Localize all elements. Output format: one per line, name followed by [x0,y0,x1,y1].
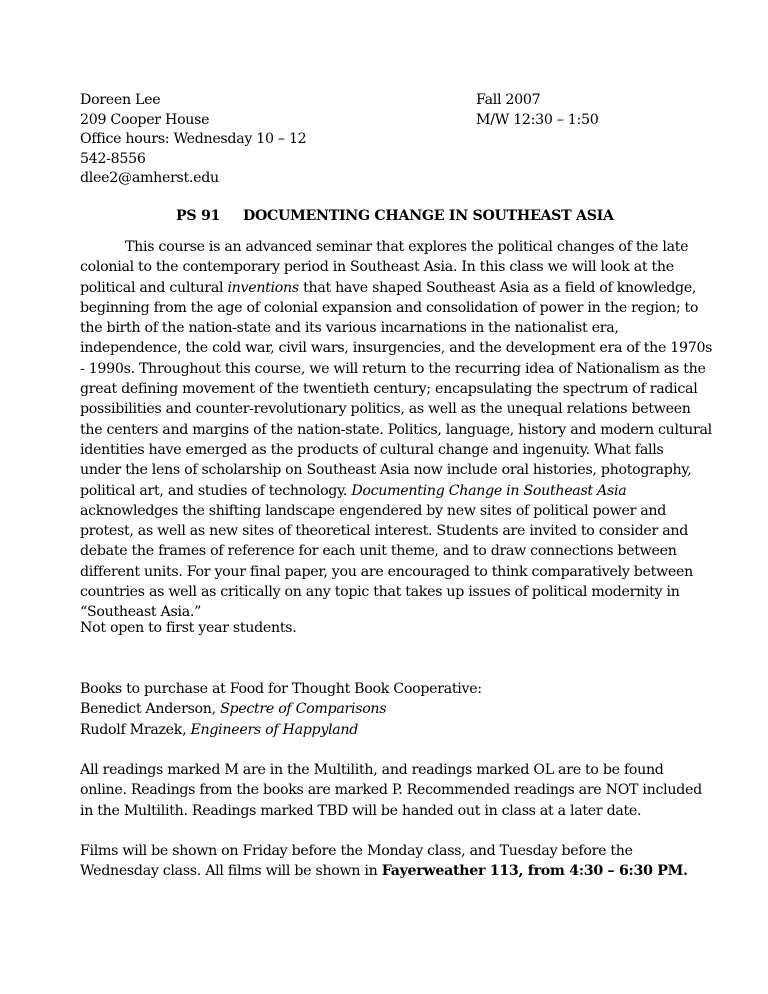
instructor-contact [80,91,306,189]
term-info [476,91,598,130]
description-line: the centers and margins of the nation-state. Politics, language, history and modern cultural [80,421,712,438]
description-line: possibilities and counter-revolutionary politics, as well as the unequal relations between [80,401,691,418]
office-hours: Office hours: Wednesday 10 – 12 [80,131,307,148]
description-line: under the lens of scholarship on Southeast Asia now include oral histories, photography, [80,462,692,479]
description-line: protest, as well as new sites of theoretical interest. Students are invited to consider and [80,523,688,540]
description-line: “Southeast Asia.” [80,604,202,621]
phone-number: 542-8556 [80,150,146,167]
course-description [80,237,713,623]
course-title [176,208,614,224]
semester: Fall 2007 [476,92,541,108]
description-line: independence, the cold war, civil wars, insurgencies, and the development era of the 1970s [80,340,713,357]
description-line: great defining movement of the twentieth century; encapsulating the spectrum of radical [80,381,698,398]
description-line: different units. For your final paper, you are encouraged to think comparatively between [80,563,693,580]
book-list [80,679,692,740]
description-line: This course is an advanced seminar that explores the political changes of the late [125,239,689,255]
description-line: beginning from the age of colonial expansion and consolidation of power in the region; to [80,299,699,316]
emphasis-inventions: inventions [227,279,299,296]
instructor-name: Doreen Lee [80,92,161,108]
description-line: political and cultural inventions that have shaped Southeast Asia as a field of knowledge, [80,279,697,296]
book-item: Rudolf Mrazek, Engineers of Happyland [80,721,359,738]
course-name: DOCUMENTING CHANGE IN SOUTHEAST ASIA [243,208,614,224]
book-title: Engineers of Happyland [190,721,359,738]
description-line: identities have emerged as the products of cultural change and ingenuity. What falls [80,441,664,458]
enrollment-restriction: Not open to first year students. [80,620,297,636]
description-line: the birth of the nation-state and its various incarnations in the nationalist era, [80,320,619,337]
film-location-time: Fayerweather 113, from 4:30 – 6:30 PM. [381,863,688,880]
description-line: acknowledges the shifting landscape engendered by new sites of political power and [80,502,667,519]
description-line: - 1990s. Throughout this course, we will return to the recurring idea of Nationalism as the [80,360,706,377]
films-note: Films will be shown on Friday before the Monday class, and Tuesday before the Wednesday class. All films will be shown in Fayerweather 113, from 4:30 – 6:30 PM. [80,843,688,880]
class-schedule: M/W 12:30 – 1:50 [476,111,599,128]
description-line: debate the frames of reference for each unit theme, and to draw connections between [80,543,677,560]
description-line: colonial to the contemporary period in Southeast Asia. In this class we will look at the [80,259,674,276]
description-line: political art, and studies of technology. Documenting Change in Southeast Asia [80,482,627,499]
book-list-heading: Books to purchase at Food for Thought Book Cooperative: [80,681,482,697]
readings-note: All readings marked M are in the Multilith, and readings marked OL are to be found online. Readings from the books are marked P. Recommended readings are NOT included in the Multilith. Readings marked TBD will be handed out in class at a later date. [80,762,702,819]
book-title: Spectre of Comparisons [220,701,387,718]
office-address: 209 Cooper House [80,111,210,128]
description-line: countries as well as critically on any topic that takes up issues of political modernity in [80,584,680,601]
course-number: PS 91 [176,208,221,224]
email-address: dlee2@amherst.edu [80,170,219,187]
book-item: Benedict Anderson, Spectre of Comparisons [80,701,387,718]
emphasis-course-title: Documenting Change in Southeast Asia [351,482,627,499]
